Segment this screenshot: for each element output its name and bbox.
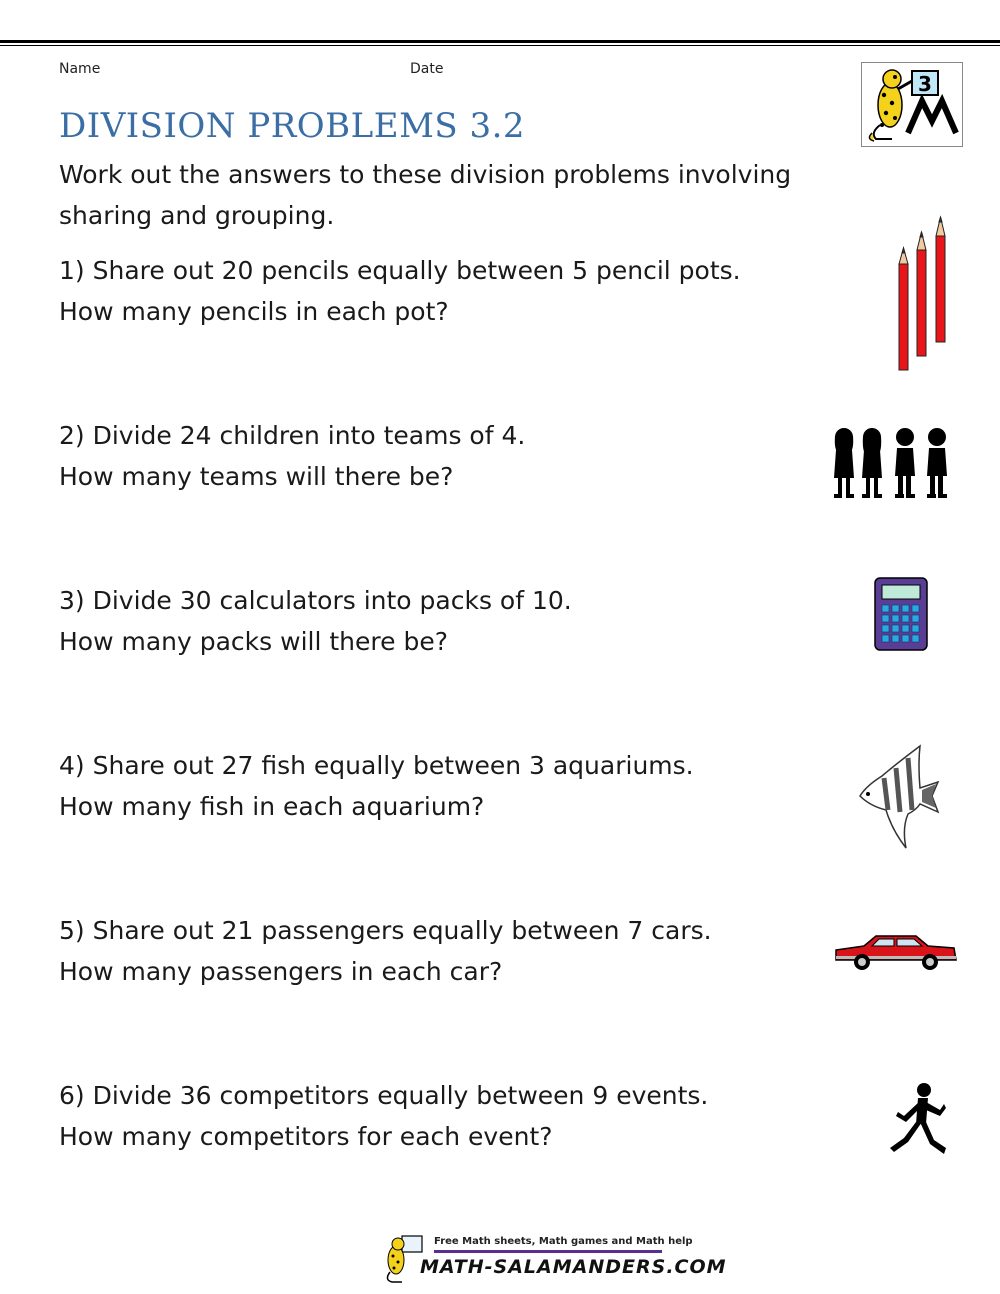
date-label: Date: [410, 61, 444, 77]
problem-4: [59, 745, 819, 827]
problem-prompt: How many pencils in each pot?: [59, 297, 449, 326]
problem-question: 3) Divide 30 calculators into packs of 10.: [59, 586, 572, 615]
problem-question: 4) Share out 27 fish equally between 3 aquariums.: [59, 751, 694, 780]
footer-tagline: Free Math sheets, Math games and Math help: [434, 1236, 693, 1247]
top-rule-thin: [0, 45, 1000, 46]
top-rule: [0, 40, 1000, 43]
pencils-icon: [892, 214, 956, 378]
fish-icon: [856, 744, 942, 856]
footer-divider: [434, 1250, 662, 1253]
problem-2: [59, 415, 819, 497]
problem-prompt: How many passengers in each car?: [59, 957, 503, 986]
problem-question: 5) Share out 21 passengers equally between 7 cars.: [59, 916, 712, 945]
problem-question: 2) Divide 24 children into teams of 4.: [59, 421, 526, 450]
runner-icon: [888, 1082, 950, 1166]
problem-prompt: How many fish in each aquarium?: [59, 792, 485, 821]
grade-number: 3: [918, 72, 932, 96]
footer-site-name: MATH-SALAMANDERS.COM: [420, 1256, 727, 1278]
children-icon: [832, 426, 954, 506]
problem-prompt: How many competitors for each event?: [59, 1122, 553, 1151]
problem-question: 6) Divide 36 competitors equally between 9 events.: [59, 1081, 709, 1110]
problem-6: [59, 1075, 819, 1157]
problem-5: [59, 910, 819, 992]
grade-logo: [861, 62, 963, 147]
problem-3: [59, 580, 819, 662]
problem-question: 1) Share out 20 pencils equally between 5 pencil pots.: [59, 256, 741, 285]
instructions: Work out the answers to these division problems involving sharing and grouping.: [59, 160, 792, 230]
footer-logo: [380, 1232, 727, 1284]
salamander-grade-icon: [862, 63, 962, 146]
page-title: DIVISION PROBLEMS 3.2: [59, 106, 526, 146]
problem-prompt: How many packs will there be?: [59, 627, 448, 656]
problem-1: [59, 250, 819, 332]
calculator-icon: [874, 577, 928, 655]
problem-prompt: How many teams will there be?: [59, 462, 454, 491]
car-icon: [834, 932, 958, 976]
name-label: Name: [59, 61, 101, 77]
